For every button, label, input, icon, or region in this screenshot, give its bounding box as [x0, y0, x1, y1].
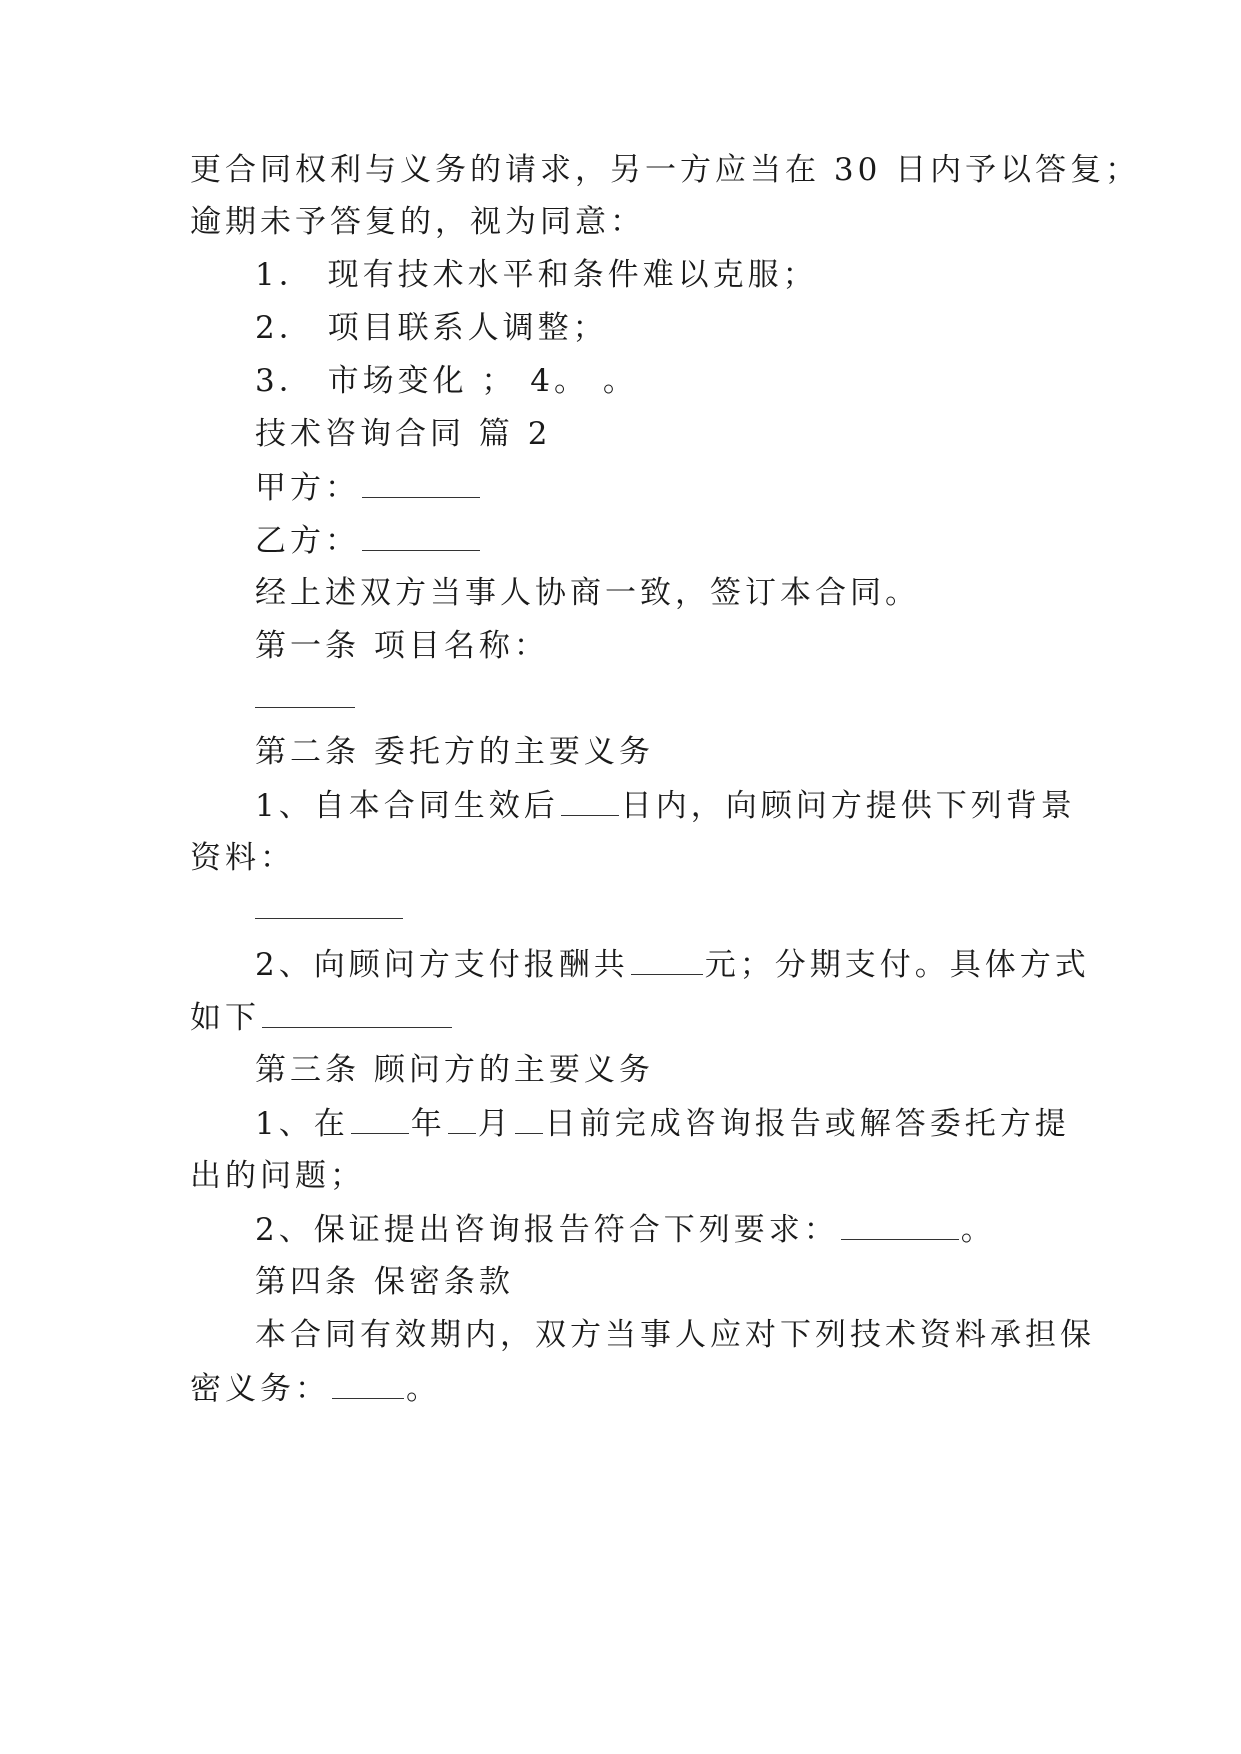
fill-blank	[362, 520, 480, 551]
fill-blank	[351, 1103, 409, 1134]
text: 甲方：	[255, 470, 360, 506]
list-item	[255, 361, 638, 401]
paragraph-line	[190, 150, 1140, 190]
paragraph-line	[190, 202, 645, 242]
text: 3． 市场变化 ； 4。 。	[255, 363, 638, 399]
text: 日前完成咨询报告或解答委托方提	[544, 1106, 1070, 1142]
paragraph-line	[190, 1156, 365, 1196]
list-item	[255, 308, 608, 348]
paragraph-line	[190, 1368, 441, 1409]
paragraph-line	[190, 838, 295, 878]
section-title	[255, 414, 551, 454]
text: 经上述双方当事人协商一致，签订本合同。	[255, 575, 920, 611]
text: 。	[406, 1371, 441, 1407]
text: 月	[477, 1106, 513, 1142]
paragraph-line	[190, 997, 454, 1038]
fill-blank	[362, 467, 480, 498]
paragraph-line	[255, 785, 1076, 826]
article-heading	[255, 626, 549, 666]
fill-blank	[262, 997, 452, 1028]
text: 乙方：	[255, 523, 360, 559]
text: 第二条 委托方的主要义务	[255, 734, 654, 770]
text: 第四条 保密条款	[255, 1264, 514, 1300]
text: 更合同权利与义务的请求，另一方应当在 30 日内予以答复；	[190, 152, 1141, 188]
party-b-line	[255, 520, 482, 561]
fill-blank	[561, 785, 619, 816]
fill-blank	[255, 917, 403, 919]
paragraph-line	[255, 573, 920, 613]
text: 出的问题；	[190, 1158, 365, 1194]
text: 1、在	[255, 1106, 349, 1142]
text: 第一条 项目名称：	[255, 628, 549, 664]
text: 元；分期支付。具体方式	[704, 947, 1090, 983]
fill-blank	[332, 1368, 404, 1399]
paragraph-line	[255, 1103, 1070, 1144]
fill-blank	[841, 1209, 959, 1240]
fill-blank	[631, 944, 703, 975]
text: 年	[410, 1106, 446, 1142]
text: 技术咨询合同 篇 2	[255, 416, 552, 452]
text: 2． 项目联系人调整；	[255, 310, 608, 346]
article-heading	[255, 1262, 514, 1302]
text: 如下	[190, 1000, 260, 1036]
text: 本合同有效期内，双方当事人应对下列技术资料承担保	[255, 1317, 1095, 1353]
text: 。	[960, 1212, 996, 1248]
text: 逾期未予答复的，视为同意：	[190, 204, 645, 240]
text: 2、保证提出咨询报告符合下列要求：	[255, 1212, 839, 1248]
text: 资料：	[190, 840, 295, 876]
text: 1、自本合同生效后	[255, 788, 559, 824]
text: 密义务：	[190, 1371, 330, 1407]
paragraph-line	[255, 1315, 1095, 1355]
text: 第三条 顾问方的主要义务	[255, 1052, 654, 1088]
article-heading	[255, 732, 654, 772]
fill-blank	[448, 1103, 476, 1134]
fill-blank	[515, 1103, 543, 1134]
text: 1． 现有技术水平和条件难以克服；	[255, 257, 818, 293]
article-heading	[255, 1050, 654, 1090]
party-a-line	[255, 467, 482, 508]
fill-blank	[255, 706, 355, 708]
text: 2、向顾问方支付报酬共	[255, 947, 629, 983]
paragraph-line	[255, 1209, 996, 1250]
text: 日内，向顾问方提供下列背景	[620, 788, 1076, 824]
paragraph-line	[255, 944, 1090, 985]
list-item	[255, 255, 818, 295]
